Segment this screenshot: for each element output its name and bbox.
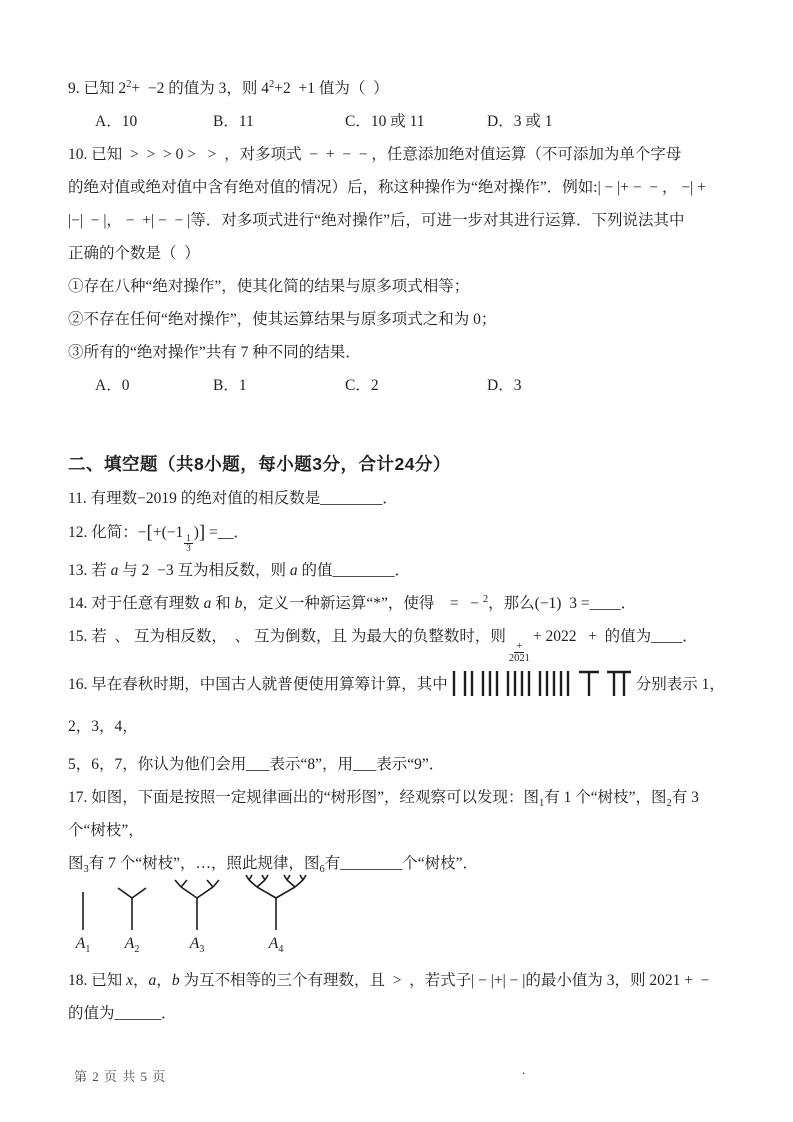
variable-b: b — [234, 594, 243, 612]
question-11: 11. 有理数−2019 的绝对值的相反数是________． — [68, 490, 398, 507]
tree-figure-a1 — [72, 888, 94, 958]
question-10-line-1: 10. 已知 > > > 0 > > ，对多项式 − + − − ，任意添加绝对值运算（不可添加为单个字母 — [68, 146, 682, 163]
option-c: C．10 或 11 — [345, 113, 425, 130]
text: 9. 已知 2 — [68, 80, 127, 97]
question-17-line-1 — [68, 781, 727, 847]
question-13 — [68, 554, 727, 587]
tree-a1-label — [76, 936, 91, 958]
fraction-denominator: 2021 — [508, 652, 530, 664]
text: 14. 对于任意有理数 — [68, 594, 204, 612]
label-subscript: 2 — [134, 943, 140, 955]
fraction-denominator: 3 — [186, 543, 191, 554]
fraction-numerator: + — [516, 640, 523, 652]
text: 12. 化简：− — [68, 524, 147, 541]
variable-a: a — [289, 561, 298, 579]
label-letter: A — [268, 934, 279, 952]
left-bracket: [ — [146, 522, 153, 543]
question-16-line-1 — [68, 664, 727, 748]
text: ， — [133, 971, 149, 989]
text: ，那么(−1) 3 =____． — [488, 594, 637, 612]
option-d: D．3 — [487, 377, 522, 394]
tree-a2-label — [125, 936, 140, 958]
text: 16. 早在春秋时期，中国古人就普便使用算筹计算，其中 — [68, 675, 448, 693]
question-10-statement-3: ③所有的“绝对操作”共有 7 种不同的结果． — [68, 344, 361, 361]
exponent: 2 — [126, 79, 132, 90]
question-10-options — [68, 369, 727, 402]
text: 分别表示 1，2，3，4， — [68, 675, 725, 735]
fraction-numerator: 1 — [186, 533, 191, 543]
tree-figure-a3 — [170, 878, 224, 958]
label-subscript: 1 — [85, 943, 91, 955]
question-9-options — [68, 105, 727, 138]
option-b: B．11 — [213, 113, 254, 130]
option-a: A．10 — [95, 113, 138, 130]
option-d: D．3 或 1 — [487, 113, 553, 130]
question-17-line-2 — [68, 847, 727, 880]
subscript: 2 — [666, 797, 672, 809]
text: ， — [156, 971, 172, 989]
text: +2 +1 值为（ ） — [274, 80, 389, 97]
text: + 2022 + 的值为____． — [532, 627, 698, 645]
text: 与 2 −3 互为相反数，则 — [118, 561, 290, 579]
text: 17. 如图，下面是按照一定规律画出的“树形图”，经观察可以发现：图 — [68, 788, 540, 806]
subscript: 6 — [319, 863, 325, 875]
tree-a4-drawing — [242, 874, 310, 934]
tree-a3-label — [190, 936, 205, 958]
tree-a2-drawing — [112, 882, 152, 934]
text: 有 3 个“树枝”， — [68, 788, 703, 839]
exponent: 2 — [482, 593, 489, 605]
text: ) — [193, 524, 199, 541]
text: 有 7 个“树枝”，…，照此规律，图 — [88, 854, 320, 872]
question-18-line-2: 的值为______． — [68, 1004, 177, 1022]
text: +(−1 — [152, 524, 184, 541]
section-2-heading: 二、填空题（共8小题，每小题3分，合计24分） — [68, 454, 451, 474]
fraction — [184, 534, 193, 554]
subscript: 3 — [83, 863, 89, 875]
tree-diagram-figures — [72, 884, 727, 958]
text: 和 — [211, 594, 235, 612]
text: 15. 若 、 互为相反数， 、 互为倒数，且 为最大的负整数时，则 — [68, 627, 506, 645]
variable-x: x — [126, 971, 134, 989]
subscript: 1 — [539, 797, 545, 809]
question-12 — [68, 515, 727, 554]
text: 13. 若 — [68, 561, 111, 579]
tree-a1-drawing — [72, 888, 94, 934]
text: 的值________． — [297, 561, 411, 579]
text: 为互不相等的三个有理数，且 > ，若式子| − |+| − |的最小值为 3，则 2021 + − — [179, 971, 710, 989]
text: =__． — [205, 524, 249, 541]
option-b: B．1 — [213, 377, 247, 394]
text: 18. 已知 — [68, 971, 127, 989]
fraction — [507, 641, 532, 664]
exponent: 2 — [269, 79, 275, 90]
variable-a: a — [110, 561, 119, 579]
variable-a: a — [148, 971, 157, 989]
tree-a4-label — [269, 936, 284, 958]
question-10-statement-2: ②不存在任何“绝对操作”，使其运算结果与原多项式之和为 0； — [68, 311, 497, 328]
option-a: A．0 — [95, 377, 130, 394]
variable-b: b — [171, 971, 180, 989]
variable-a: a — [203, 594, 212, 612]
stray-dot-mark: . — [522, 1062, 526, 1077]
question-10-line-3: |−| − |， − +| − − |等．对多项式进行“绝对操作”后，可进一步对其进行运算．下列说法其中 — [68, 212, 685, 229]
question-10-line-4: 正确的个数是（ ） — [68, 245, 200, 262]
counting-rods-figure — [450, 668, 634, 698]
tree-figure-a2 — [112, 882, 152, 958]
text: 有 1 个“树枝”，图 — [544, 788, 667, 806]
question-16-line-2: 5，6，7，你认为他们会用___表示“8”，用___表示“9”． — [68, 755, 445, 773]
right-bracket: ] — [198, 522, 206, 543]
label-letter: A — [124, 934, 135, 952]
text: + −2 的值为 3，则 4 — [131, 80, 269, 97]
label-letter: A — [189, 934, 200, 952]
label-subscript: 3 — [199, 943, 205, 955]
question-18-line-1 — [68, 964, 727, 997]
page-number-footer: 第 2 页 共 5 页 — [74, 1069, 167, 1084]
tree-a3-drawing — [170, 878, 224, 934]
question-9-stem — [68, 72, 727, 105]
label-letter: A — [75, 934, 86, 952]
question-15 — [68, 620, 727, 664]
text: ，定义一种新运算“*”，使得 = − — [242, 594, 483, 612]
text: 有________个“树枝”． — [324, 854, 479, 872]
question-10-line-2: 的绝对值或绝对值中含有绝对值的情况）后，称这种操作为“绝对操作”．例如:| − |+ − − ， −| + — [68, 179, 706, 196]
label-subscript: 4 — [278, 943, 284, 955]
question-14 — [68, 587, 727, 620]
tree-figure-a4 — [242, 874, 310, 958]
text: 图 — [68, 854, 84, 872]
option-c: C．2 — [345, 377, 379, 394]
question-10-statement-1: ①存在八种“绝对操作”，使其化简的结果与原多项式相等； — [68, 278, 470, 295]
